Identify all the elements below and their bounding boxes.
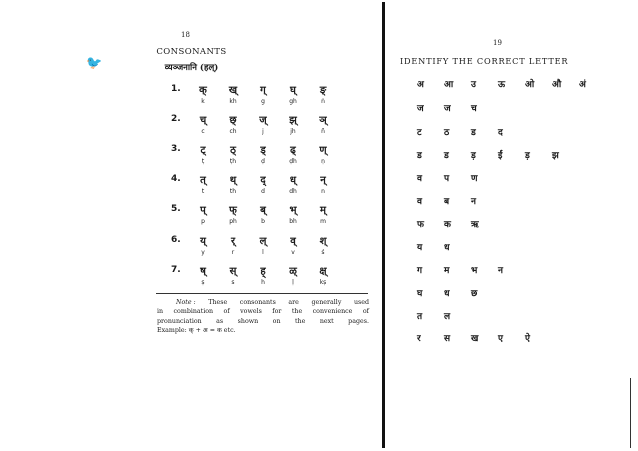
exercise-letter: ड [471, 128, 476, 138]
page-number-left: 18 [181, 31, 190, 39]
book-spine [382, 2, 385, 448]
exercise-letter: ध [444, 243, 450, 253]
devanagari-letter: स् [229, 266, 237, 277]
transliteration: ph [229, 218, 237, 225]
consonant-cell [278, 235, 308, 257]
consonant-cell [248, 144, 278, 166]
note-word: vowels [240, 308, 262, 316]
transliteration: ṭh [229, 158, 237, 165]
transliteration: c [201, 128, 205, 135]
devanagari-letter: छ् [229, 115, 237, 126]
devanagari-letter: य् [200, 236, 206, 247]
exercise-letter: आ [444, 80, 454, 90]
page-subtitle-hindi: व्यञ्जनानि (हल्) [164, 63, 219, 73]
exercise-letter: द [498, 128, 503, 138]
devanagari-letter: ध् [289, 175, 297, 186]
note-word: combination [173, 308, 214, 316]
exercise-letter: व [417, 174, 423, 184]
exercise-letter: ऋ [471, 220, 479, 230]
devanagari-letter: ञ् [319, 115, 327, 126]
note-word: of [362, 308, 369, 316]
consonant-cell [218, 114, 248, 136]
transliteration: ḍh [289, 158, 297, 165]
consonant-cell [248, 204, 278, 226]
consonant-cell [278, 84, 308, 106]
devanagari-letter: ग् [260, 85, 266, 96]
note-word: used [353, 299, 369, 306]
transliteration: jh [290, 128, 296, 135]
exercise-letter: य [417, 243, 423, 253]
exercise-letter: ध [444, 289, 450, 299]
devanagari-letter: ख् [228, 85, 238, 96]
exercise-letter: ण [471, 174, 478, 184]
transliteration: k [201, 98, 205, 105]
note-word: consonants [239, 299, 276, 306]
note-word: of [223, 308, 230, 316]
exercise-letter: ड़ [525, 151, 530, 161]
consonant-cell [278, 144, 308, 166]
transliteration: l [262, 249, 264, 256]
note-divider [156, 293, 368, 294]
exercise-letter: ड़ [471, 151, 476, 161]
consonant-cell [218, 204, 248, 226]
transliteration: g [261, 98, 265, 105]
exercise-letter: घ [417, 289, 423, 299]
note-line-1 [157, 298, 369, 307]
exercise-letter: ब [444, 197, 450, 207]
transliteration: m [320, 218, 326, 225]
devanagari-letter: ल् [259, 236, 267, 247]
transliteration: h [261, 279, 265, 286]
note-word: Note : [176, 299, 196, 306]
transliteration: bh [289, 218, 297, 225]
consonant-cell [218, 265, 248, 287]
note-word: are [288, 299, 299, 306]
consonant-cell [278, 265, 308, 287]
devanagari-letter: ण् [319, 145, 327, 156]
devanagari-letter: ष् [200, 266, 206, 277]
note-word: generally [311, 299, 342, 306]
exercise-letter: छ [471, 289, 478, 299]
exercise-letter: ज [444, 104, 451, 114]
exercise-letter: औ [552, 80, 562, 90]
exercise-letter: ईं [498, 151, 503, 161]
exercise-letter: प [444, 174, 450, 184]
exercise-letter: न [471, 197, 476, 207]
exercise-letter: र [417, 334, 421, 344]
consonant-cell [218, 144, 248, 166]
bird-ornament-icon: 🐦 [86, 56, 103, 71]
transliteration: kh [229, 98, 237, 105]
note-line-3 [157, 317, 369, 326]
transliteration: t [201, 188, 205, 195]
exercise-letter: ड [417, 151, 422, 161]
transliteration: ṅ [321, 98, 325, 105]
exercise-letter: अ [417, 80, 424, 90]
page-edge-line [630, 378, 631, 448]
devanagari-letter: च् [199, 115, 207, 126]
note-word: on [272, 317, 281, 325]
note-word: pages. [348, 317, 369, 325]
exercise-letter: झ [552, 151, 559, 161]
consonant-cell [218, 174, 248, 196]
devanagari-letter: थ् [229, 175, 237, 186]
consonant-cell [308, 144, 338, 166]
devanagari-letter: ब् [260, 205, 266, 216]
transliteration: ch [229, 128, 237, 135]
exercise-letter: ल [444, 312, 451, 322]
exercise-letter: न [498, 266, 503, 276]
exercise-letter: क [444, 220, 451, 230]
row-number: 4. [171, 174, 181, 184]
note-paragraph [157, 298, 369, 335]
consonant-cell [308, 174, 338, 196]
transliteration: d [261, 188, 265, 195]
consonant-cell [278, 204, 308, 226]
exercise-letter: ऐ [525, 334, 530, 344]
devanagari-letter: ह् [260, 266, 266, 277]
exercise-letter: ओ [525, 80, 535, 90]
exercise-letter: ज [417, 104, 424, 114]
note-word: in [157, 308, 164, 316]
devanagari-letter: ज् [259, 115, 267, 126]
devanagari-letter: न् [320, 175, 326, 186]
devanagari-letter: ङ् [319, 85, 327, 96]
devanagari-letter: र् [230, 236, 236, 247]
devanagari-letter: घ् [290, 85, 296, 96]
transliteration: v [291, 249, 295, 256]
consonant-cell [278, 174, 308, 196]
exercise-letter: ड [444, 151, 449, 161]
note-example: Example: क् + अ = क etc. [157, 326, 236, 334]
exercise-letter: ए [498, 334, 503, 344]
consonant-cell [308, 235, 338, 257]
consonant-cell [248, 114, 278, 136]
consonant-cell [308, 114, 338, 136]
note-word: the [295, 317, 306, 325]
exercise-letter: व [417, 197, 423, 207]
devanagari-letter: ढ् [290, 145, 296, 156]
exercise-letter: च [471, 104, 477, 114]
exercise-letter: फ [417, 220, 424, 230]
note-word: next [319, 317, 334, 325]
transliteration: s [231, 279, 235, 286]
devanagari-letter: म् [320, 205, 326, 216]
consonant-cell [278, 114, 308, 136]
consonant-cell [188, 204, 218, 226]
transliteration: p [201, 218, 205, 225]
page-number-right: 19 [493, 39, 502, 47]
note-word: for [272, 308, 282, 316]
exercise-letter: भ [471, 266, 478, 276]
row-number: 6. [171, 235, 181, 245]
devanagari-letter: क्ष् [319, 266, 327, 277]
consonant-cell [188, 144, 218, 166]
consonant-cell [218, 84, 248, 106]
transliteration: ś [321, 249, 325, 256]
consonant-cell [308, 265, 338, 287]
devanagari-letter: प् [200, 205, 206, 216]
exercise-letter: अं [579, 80, 586, 90]
consonant-cell [308, 204, 338, 226]
devanagari-letter: फ् [229, 205, 237, 216]
note-word: the [291, 308, 303, 316]
consonant-cell [188, 235, 218, 257]
exercise-letter: ठ [444, 128, 450, 138]
devanagari-letter: त् [200, 175, 206, 186]
transliteration: n [321, 188, 325, 195]
consonant-cell [188, 174, 218, 196]
note-word: as [216, 317, 224, 325]
page-title: CONSONANTS [156, 47, 227, 57]
exercise-letter: त [417, 312, 423, 322]
row-number: 2. [171, 114, 181, 124]
consonant-cell [248, 84, 278, 106]
devanagari-letter: श् [319, 236, 327, 247]
devanagari-letter: व् [290, 236, 296, 247]
transliteration: b [261, 218, 265, 225]
row-number: 3. [171, 144, 181, 154]
transliteration: ṣ [201, 279, 205, 286]
consonant-cell [188, 84, 218, 106]
exercise-letter: ट [417, 128, 422, 138]
consonant-cell [308, 84, 338, 106]
row-number: 1. [171, 84, 181, 94]
devanagari-letter: ड् [260, 145, 266, 156]
transliteration: y [201, 249, 205, 256]
transliteration: ṭ [201, 158, 205, 165]
devanagari-letter: भ् [289, 205, 297, 216]
transliteration: ṇ [321, 158, 325, 165]
transliteration: dh [289, 188, 297, 195]
note-word: pronunciation [157, 317, 202, 325]
row-number: 7. [171, 265, 181, 275]
exercise-letter: उ [471, 80, 476, 90]
note-word: convenience [312, 308, 353, 316]
devanagari-letter: ळ् [289, 266, 297, 277]
consonant-cell [218, 235, 248, 257]
exercise-letter: ग [417, 266, 423, 276]
transliteration: r [231, 249, 235, 256]
transliteration: j [262, 128, 264, 135]
consonant-cell [248, 235, 278, 257]
transliteration: kṣ [319, 279, 327, 286]
exercise-title: IDENTIFY THE CORRECT LETTER [400, 56, 569, 66]
transliteration: ḍ [261, 158, 265, 165]
exercise-letter: ख [471, 334, 479, 344]
devanagari-letter: झ् [289, 115, 297, 126]
consonant-cell [188, 265, 218, 287]
devanagari-letter: क् [199, 85, 207, 96]
exercise-letter: म [444, 266, 450, 276]
devanagari-letter: ट् [200, 145, 206, 156]
devanagari-letter: ठ् [230, 145, 236, 156]
exercise-letter: स [444, 334, 451, 344]
row-number: 5. [171, 204, 181, 214]
exercise-letter: ऊ [498, 80, 506, 90]
note-word: shown [237, 317, 259, 325]
transliteration: gh [289, 98, 297, 105]
consonant-cell [248, 265, 278, 287]
note-word: These [208, 299, 228, 306]
transliteration: th [229, 188, 237, 195]
note-line-2 [157, 307, 369, 316]
transliteration: ñ [321, 128, 325, 135]
consonant-cell [248, 174, 278, 196]
consonant-cell [188, 114, 218, 136]
right-page [386, 0, 638, 451]
devanagari-letter: द् [260, 175, 266, 186]
transliteration: ḷ [292, 279, 294, 286]
